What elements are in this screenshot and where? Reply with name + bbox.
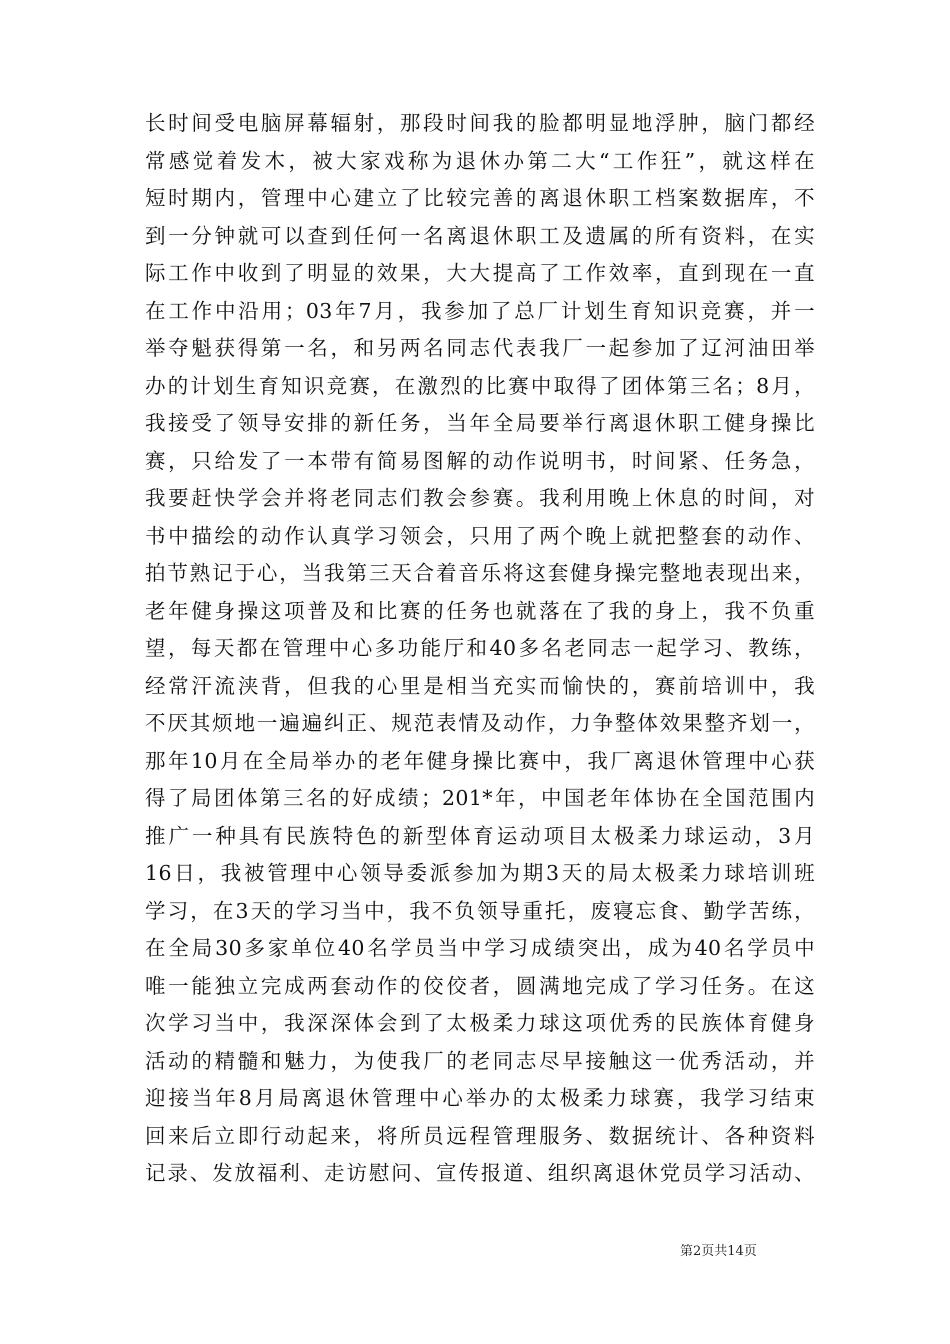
text-line: 次学习当中，我深深体会到了太极柔力球这项优秀的民族体育健身 [145, 1011, 815, 1035]
text-line: 我要赶快学会并将老同志们教会参赛。我利用晚上休息的时间，对 [145, 486, 815, 510]
text-line: 在工作中沿用；03年7月，我参加了总厂计划生育知识竞赛，并一 [145, 298, 815, 323]
text-line: 办的计划生育知识竞赛，在激烈的比赛中取得了团体第三名；8月， [145, 373, 815, 398]
text-line: 拍节熟记于心，当我第三天合着音乐将这套健身操完整地表现出来， [145, 561, 815, 585]
text-line: 学习，在3天的学习当中，我不负领导重托，废寝忘食、勤学苦练， [145, 898, 815, 923]
text-line: 回来后立即行动起来，将所员远程管理服务、数据统计、各种资料 [145, 1123, 815, 1148]
page-footer: 第2页共14页 [680, 1244, 757, 1259]
text-line: 老年健身操这项普及和比赛的任务也就落在了我的身上，我不负重 [145, 598, 815, 623]
text-line: 不厌其烦地一遍遍纠正、规范表情及动作，力争整体效果整齐划一， [145, 711, 815, 735]
text-line: 书中描绘的动作认真学习领会，只用了两个晚上就把整套的动作、 [145, 523, 815, 548]
text-line: 举夺魁获得第一名，和另两名同志代表我厂一起参加了辽河油田举 [145, 336, 815, 360]
text-line: 记录、发放福利、走访慰问、宣传报道、组织离退休党员学习活动、 [145, 1161, 815, 1185]
text-line: 在全局30多家单位40名学员当中学习成绩突出，成为40名学员中 [145, 936, 815, 960]
text-line: 活动的精髓和魅力，为使我厂的老同志尽早接触这一优秀活动，并 [145, 1048, 815, 1073]
text-line: 迎接当年8月局离退休管理中心举办的太极柔力球赛，我学习结束 [145, 1086, 815, 1110]
text-line: 到一分钟就可以查到任何一名离退休职工及遗属的所有资料，在实 [145, 223, 815, 248]
text-line: 16日，我被管理中心领导委派参加为期3天的局太极柔力球培训班 [145, 861, 815, 885]
text-line: 我接受了领导安排的新任务，当年全局要举行离退休职工健身操比 [145, 411, 815, 435]
text-line: 经常汗流浃背，但我的心里是相当充实而愉快的，赛前培训中，我 [145, 673, 815, 698]
text-line: 际工作中收到了明显的效果，大大提高了工作效率，直到现在一直 [145, 261, 815, 285]
text-line: 短时期内，管理中心建立了比较完善的离退休职工档案数据库，不 [145, 186, 815, 210]
text-line: 推广一种具有民族特色的新型体育运动项目太极柔力球运动，3月 [145, 823, 815, 848]
text-line: 得了局团体第三名的好成绩；201*年，中国老年体协在全国范围内 [145, 786, 815, 810]
text-line: 唯一能独立完成两套动作的佼佼者，圆满地完成了学习任务。在这 [145, 973, 815, 998]
text-line: 赛，只给发了一本带有简易图解的动作说明书，时间紧、任务急， [145, 448, 815, 473]
body-text [145, 105, 815, 1193]
text-line: 长时间受电脑屏幕辐射，那段时间我的脸都明显地浮肿，脑门都经 [145, 111, 815, 135]
text-line: 常感觉着发木，被大家戏称为退休办第二大“工作狂”，就这样在 [145, 148, 815, 173]
text-line: 望，每天都在管理中心多功能厅和40多名老同志一起学习、教练， [145, 636, 815, 660]
text-line: 那年10月在全局举办的老年健身操比赛中，我厂离退休管理中心获 [145, 748, 815, 773]
